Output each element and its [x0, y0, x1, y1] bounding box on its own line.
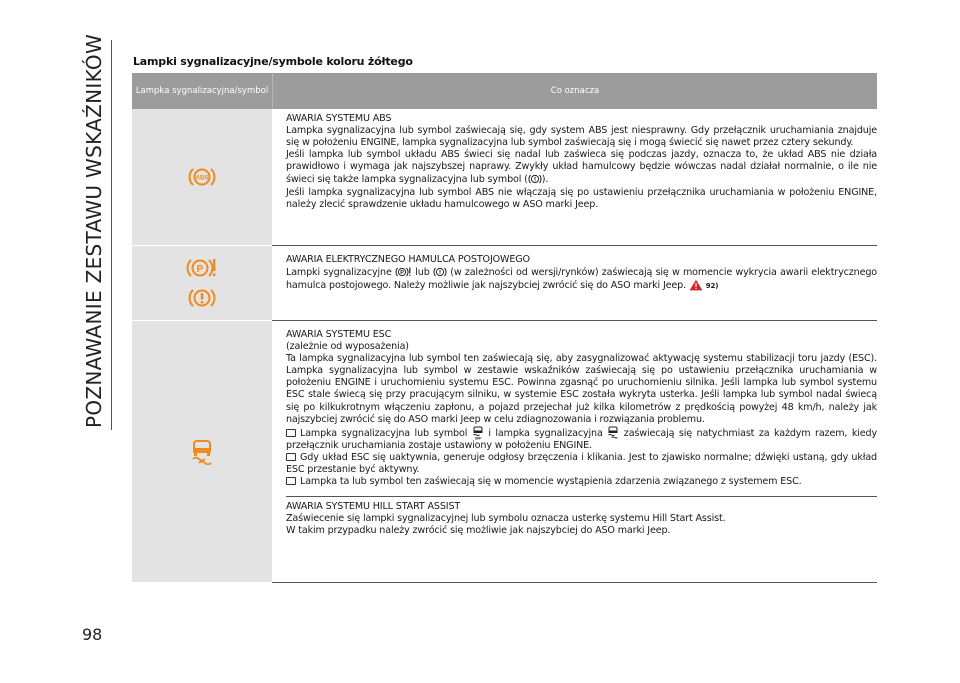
row-heading: AWARIA SYSTEMU HILL START ASSIST	[286, 501, 461, 513]
meaning-cell	[272, 246, 877, 321]
icon-cell	[132, 246, 272, 321]
warning-lamp-table	[132, 73, 877, 583]
chapter-title: POZNAWANIE ZESTAWU WSKAŹNIKÓW	[82, 33, 106, 428]
row-heading: AWARIA ELEKTRYCZNEGO HAMULCA POSTOJOWEGO	[286, 254, 530, 265]
icon-cell	[132, 321, 272, 583]
paragraph: Zaświecenie się lampki sygnalizacyjnej lub symbolu oznacza usterkę systemu Hill Start Assist.	[286, 513, 726, 525]
paragraph: Ta lampka sygnalizacyjna lub symbol ten zaświecają się, aby zasygnalizować aktywację systemu stabilizacji toru jazdy (ESC). Lampka sygnalizacyjna lub symbol w zestawie wskaźników zaświecają się po ustawieniu przełącznika uruchamiania w położeniu ENGINE i uruchomieniu systemu ESC. Powinna zgasnąć po uruchomieniu silnika. Jeśli lampka lub symbol systemu ESC stale świecą się przy pracującym silniku, w systemie ESC została wykryta usterka. Jeśli lampka lub symbol nadal świecą się po kilkukrotnym włączeniu zapłonu, a pojazd przejechał już kilka kilometrów z prędkością powyżej 48 km/h, należy jak najszybciej zwrócić się do ASO marki Jeep w celu zdiagnozowania i rozwiązania problemu.	[286, 353, 877, 425]
table-header	[132, 73, 877, 109]
paragraph-text: lub	[412, 267, 433, 279]
row-heading: AWARIA SYSTEMU ESC	[286, 329, 392, 340]
paragraph-text: Lampka ta lub symbol ten zaświecają się w momencie wystąpienia zdarzenia związanego z systemem ESC.	[300, 476, 802, 488]
paragraph	[286, 266, 877, 292]
table-row	[132, 321, 877, 583]
paragraph: W takim przypadku należy zwrócić się możliwie jak najszybciej do ASO marki Jeep.	[286, 525, 671, 537]
brake-warning-icon	[528, 173, 542, 185]
reference-number: 92)	[705, 282, 719, 291]
paragraph-text: Lampki sygnalizacyjne	[286, 267, 396, 279]
bullet-icon	[286, 453, 296, 461]
brake-warning-icon	[188, 286, 216, 310]
column-header-meaning: Co oznacza	[272, 73, 877, 109]
paragraph: Jeśli lampka sygnalizacyjna lub symbol ABS nie włączają się po ustawieniu przełącznika uruchamiania w położeniu ENGINE, należy zlecić sprawdzenie układu hamulcowego w ASO marki Jeep.	[286, 186, 877, 210]
bullet-item	[286, 426, 877, 452]
parking-brake-icon	[186, 256, 218, 280]
svg-text:P: P	[400, 270, 404, 277]
abs-icon	[188, 165, 216, 189]
paragraph-text: ).	[541, 174, 549, 186]
icon-cell	[132, 109, 272, 246]
page-number: 98	[82, 625, 103, 644]
parking-brake-icon	[395, 266, 412, 278]
brake-warning-icon	[433, 266, 447, 278]
bullet-icon	[286, 477, 296, 485]
svg-text:P: P	[196, 264, 204, 275]
meaning-cell	[272, 321, 877, 583]
paragraph-text: i lampka sygnalizacyjna	[483, 427, 608, 439]
meaning-cell	[272, 109, 877, 246]
section-title: Lampki sygnalizacyjne/symbole koloru żółtego	[133, 55, 413, 68]
subsection	[286, 496, 877, 537]
esc-icon	[189, 439, 215, 465]
bullet-item	[286, 452, 877, 476]
paragraph	[286, 149, 877, 186]
paragraph-text: zaświecają się natychmiast za każdym razem, kiedy przełącznik uruchamiania zostaje ustawiony w położeniu ENGINE.	[286, 427, 877, 451]
svg-text:ABS: ABS	[195, 175, 209, 182]
bullet-icon	[286, 429, 296, 437]
esc-off-icon	[472, 426, 484, 440]
bullet-item	[286, 476, 877, 488]
row-heading: AWARIA SYSTEMU ABS	[286, 113, 392, 124]
paragraph-text: Jeśli lampka lub symbol układu ABS świeci się nadal lub zaświeca się podczas jazdy, oznacza to, że układ ABS nie działa prawidłowo i wymaga jak najszybszej naprawy. Zwykły układ hamulcowy będzie wówczas nadal działał normalnie, o ile nie świeci się także lampka sygnalizacyjna lub symbol (	[286, 149, 877, 186]
svg-text:OFF: OFF	[474, 436, 482, 440]
paragraph-text: Lampka sygnalizacyjna lub symbol	[300, 427, 472, 439]
column-header-lamp: Lampka sygnalizacyjna/symbol	[135, 85, 269, 96]
esc-icon	[607, 426, 619, 439]
row-subheading: (zależnie od wyposażenia)	[286, 341, 409, 353]
table-row	[132, 109, 877, 246]
warning-triangle-icon	[689, 279, 703, 291]
paragraph: Lampka sygnalizacyjna lub symbol zaświecają się, gdy system ABS jest niesprawny. Gdy przełącznik uruchamiania znajduje się w położeniu ENGINE, lampka sygnalizacyjna lub symbol zaświecają się i mogą świecić się nawet przez cztery sekundy.	[286, 125, 877, 149]
chapter-divider	[111, 40, 112, 430]
paragraph-text: Gdy układ ESC się uaktywnia, generuje odgłosy brzęczenia i klikania. Jest to zjawisko normalne; dźwięki ustaną, gdy układ ESC przestanie być aktywny.	[286, 451, 877, 476]
table-row	[132, 246, 877, 321]
paragraph-text: (w zależności od wersji/rynków) zaświecają się w momencie wykrycia awarii elektrycznego hamulca postojowego. Należy możliwie jak najszybciej zwrócić się do ASO marki Jeep.	[286, 267, 877, 292]
